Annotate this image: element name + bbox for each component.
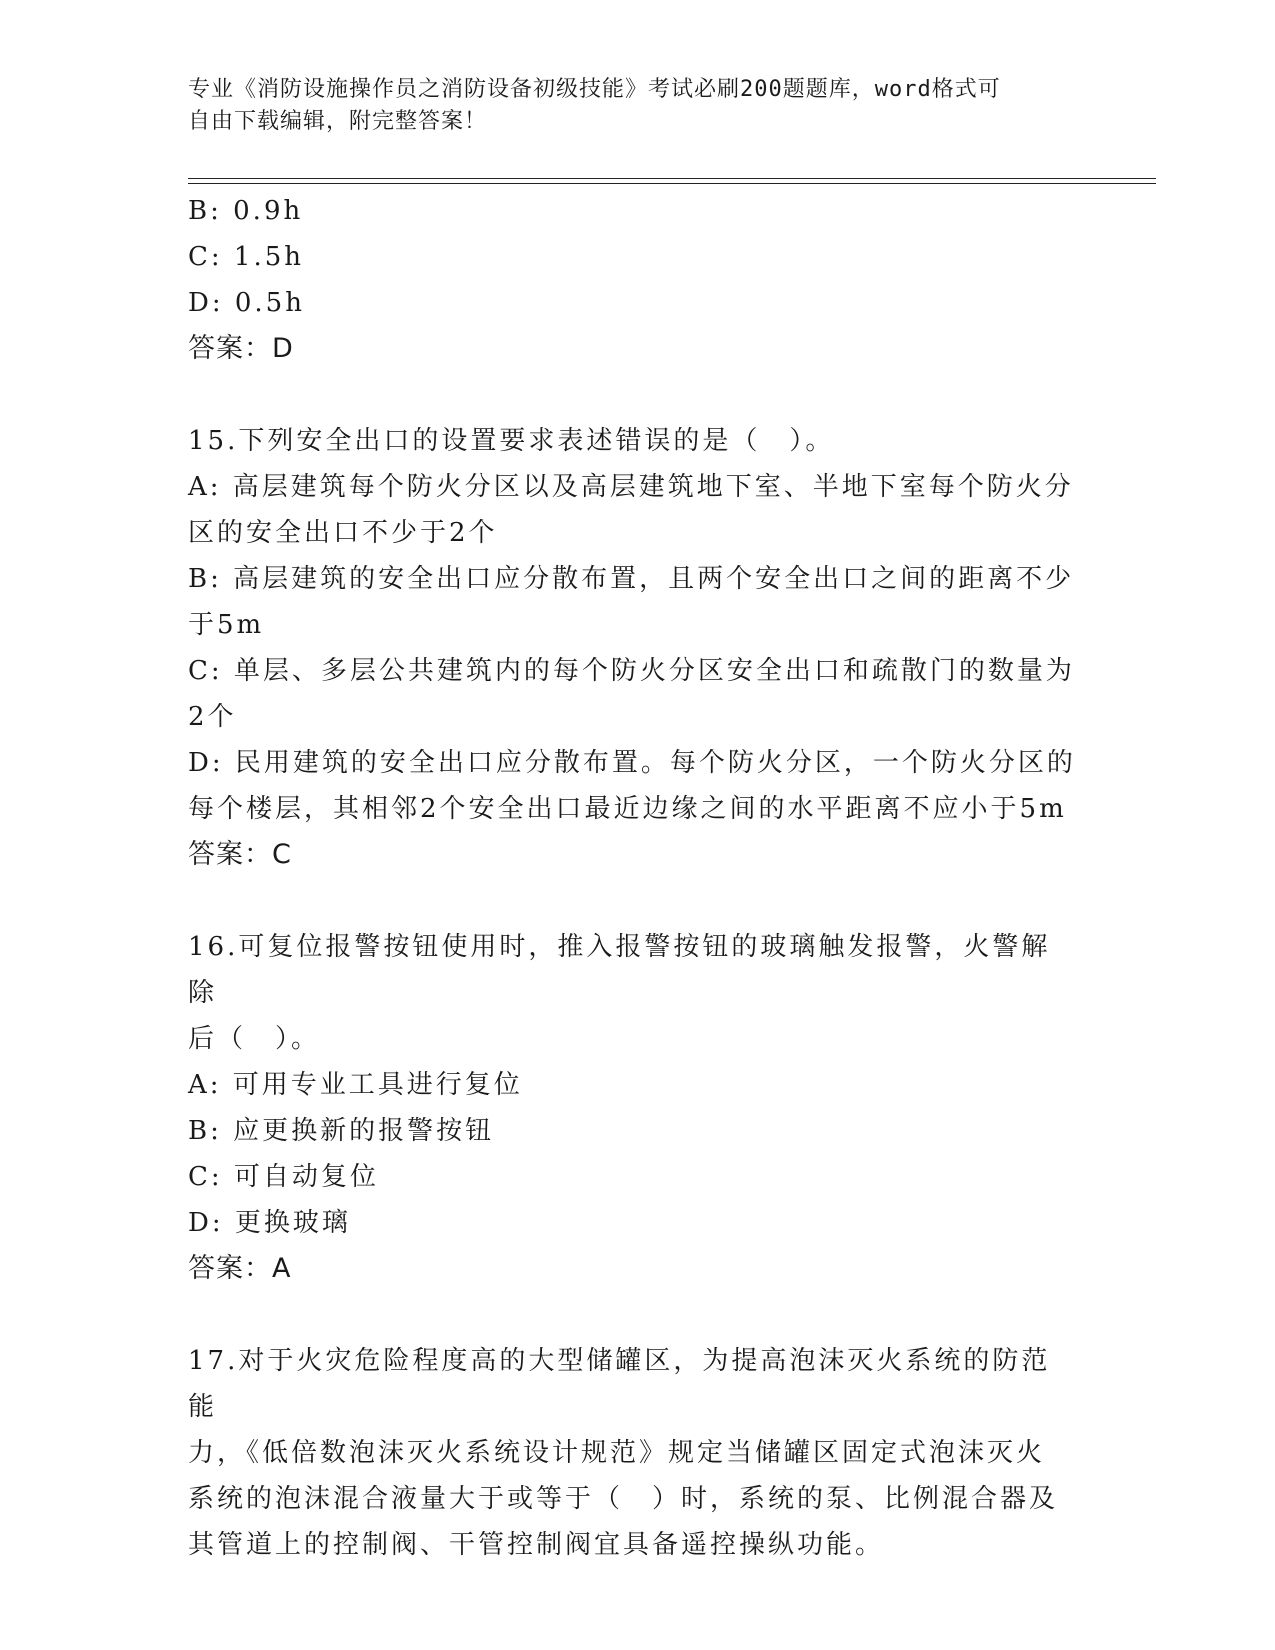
option-c: C: 可自动复位 [188,1162,379,1192]
option-d: D: 0.5h [188,288,305,318]
answer: 答案：C [188,839,292,870]
question-stem-line-2: 后（ ）。 [188,1024,321,1054]
option-c-line-1: C: 单层、多层公共建筑内的每个防火分区安全出口和疏散门的数量为 [188,656,1075,686]
option-c: C: 1.5h [188,242,305,272]
spacer [188,372,1078,418]
header-line-2: 自由下载编辑，附完整答案！ [188,109,488,134]
option-b-line-1: B: 高层建筑的安全出口应分散布置，且两个安全出口之间的距离不少 [188,564,1075,594]
option-b: B: 0.9h [188,196,304,226]
header-line-1: 专业《消防设施操作员之消防设备初级技能》考试必刷200题题库，word格式可 [188,77,1001,102]
question-stem-line-4: 其管道上的控制阀、干管控制阀宜具备遥控操纵功能。 [188,1530,885,1560]
question-stem: 15.下列安全出口的设置要求表述错误的是（ ）。 [188,426,835,456]
spacer [188,1292,1078,1338]
answer: 答案：D [188,333,294,364]
question-stem-line-1: 16.可复位报警按钮使用时，推入报警按钮的玻璃触发报警，火警解除 [188,932,1051,1008]
question-stem-line-2: 力，《低倍数泡沫灭火系统设计规范》规定当储罐区固定式泡沫灭火 [188,1438,1046,1468]
answer: 答案：A [188,1253,292,1284]
option-c-line-2: 2个 [188,702,237,732]
option-a-line-1: A: 高层建筑每个防火分区以及高层建筑地下室、半地下室每个防火分 [188,472,1074,502]
question-stem-line-3: 系统的泡沫混合液量大于或等于（ ）时，系统的泵、比例混合器及 [188,1484,1059,1514]
option-a-line-2: 区的安全出口不少于2个 [188,518,498,548]
question-17 [188,1338,1078,1568]
header-divider-top [188,178,1156,179]
question-15 [188,418,1078,878]
question-stem-line-1: 17.对于火灾危险程度高的大型储罐区，为提高泡沫灭火系统的防范能 [188,1346,1051,1422]
option-d-line-2: 每个楼层，其相邻2个安全出口最近边缘之间的水平距离不应小于5m [188,794,1067,824]
header-divider-bottom [188,183,1156,184]
option-d: D: 更换玻璃 [188,1208,351,1238]
prev-question-block [188,188,1078,372]
question-16 [188,924,1078,1292]
document-content [188,188,1078,1568]
option-d-line-1: D: 民用建筑的安全出口应分散布置。每个防火分区，一个防火分区的 [188,748,1076,778]
spacer [188,878,1078,924]
option-b-line-2: 于5m [188,610,265,640]
option-b: B: 应更换新的报警按钮 [188,1116,495,1146]
page-header [188,74,1068,138]
option-a: A: 可用专业工具进行复位 [188,1070,523,1100]
